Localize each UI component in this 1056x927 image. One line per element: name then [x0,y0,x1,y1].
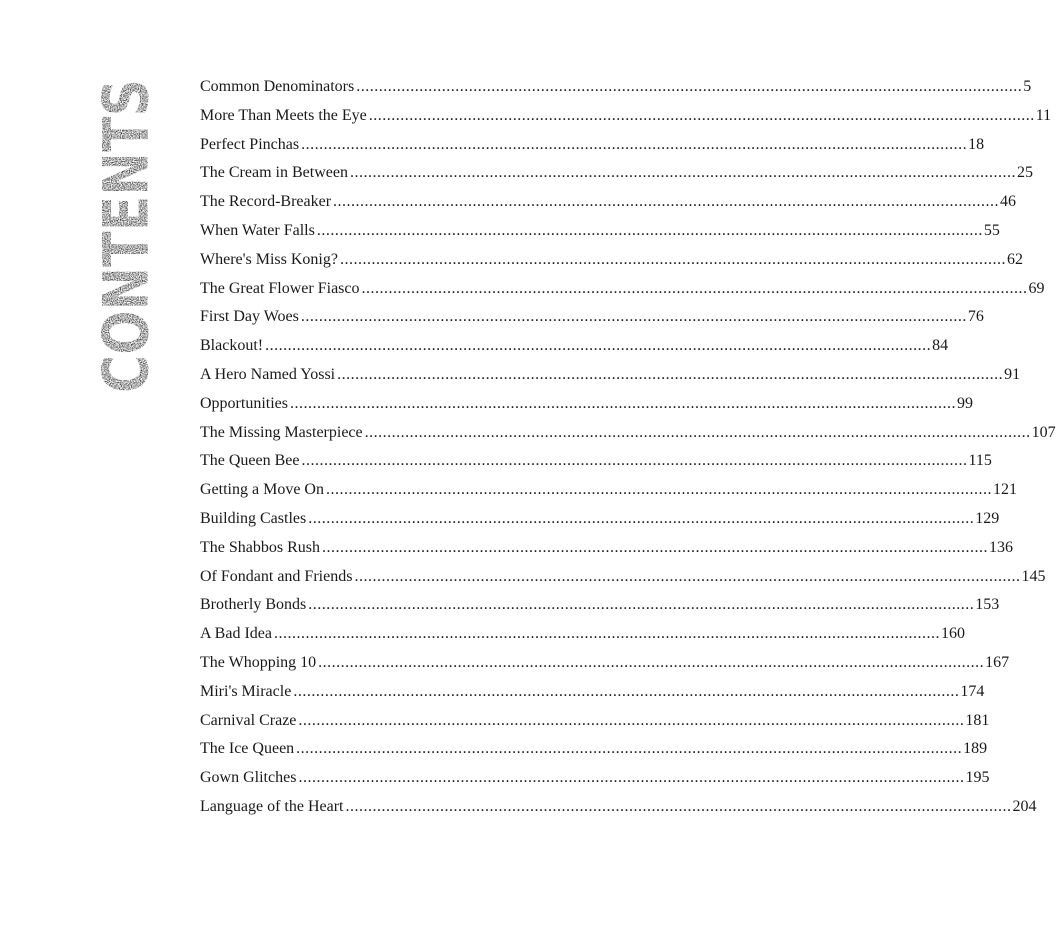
toc-entry [200,279,1045,308]
toc-entry [200,682,985,711]
contents-heading [89,19,163,394]
toc-dot-leader [318,653,984,673]
toc-dot-leader [298,711,964,731]
toc-entry-title: The Ice Queen [200,740,295,758]
toc-entry-page-number: 121 [992,481,1017,499]
toc-dot-leader [365,423,1031,443]
toc-entry-page-number: 25 [1016,164,1033,182]
toc-entry-title: Where's Miss Konig? [200,250,338,268]
toc-entry-title: Language of the Heart [200,797,344,815]
toc-entry [200,538,1013,567]
toc-entry [200,451,992,480]
toc-entry-page-number: 76 [967,308,984,326]
toc-entry [200,423,1056,452]
toc-dot-leader [362,279,1028,299]
toc-entry [200,365,1021,394]
toc-entry-title: Getting a Move On [200,481,324,499]
toc-entry-page-number: 189 [963,740,988,758]
toc-entry [200,739,988,768]
toc-dot-leader [296,739,962,759]
toc-entry [200,135,985,164]
toc-entry-title: The Cream in Between [200,164,348,182]
toc-entry-page-number: 115 [968,452,992,470]
toc-dot-leader [337,365,1003,385]
toc-entry [200,163,1033,192]
toc-entry-title: Blackout! [200,337,264,355]
toc-entry-page-number: 204 [1012,797,1037,815]
toc-entry-page-number: 5 [1023,78,1032,95]
toc-entry-page-number: 46 [1000,193,1017,211]
toc-dot-leader [354,567,1020,587]
toc-dot-leader [356,77,1022,97]
toc-dot-leader [317,221,983,241]
toc-entry-page-number: 107 [1031,423,1056,441]
toc-entry-title: The Great Flower Fiasco [200,279,360,297]
toc-entry-title: Carnival Craze [200,711,297,729]
toc-dot-leader [308,509,974,529]
toc-entry-page-number: 84 [932,337,949,355]
toc-entry [200,106,1052,135]
toc-entry-page-number: 91 [1004,365,1021,383]
toc-entry-page-number: 153 [975,596,1000,614]
toc-entry [200,250,1023,279]
toc-dot-leader [290,394,956,414]
toc-dot-leader [301,307,967,327]
toc-entry [200,77,1032,106]
toc-dot-leader [326,480,992,500]
toc-entry-page-number: 136 [989,538,1013,556]
toc-dot-leader [322,538,988,558]
toc-entry-page-number: 55 [983,221,1000,239]
toc-dot-leader [308,595,974,615]
toc-entry [200,394,973,423]
toc-entry-title: A Hero Named Yossi [200,365,336,383]
toc-dot-leader [274,624,940,644]
contents-heading-graphic [89,19,163,394]
toc-dot-leader [333,192,999,212]
toc-entry [200,221,1000,250]
toc-entry-page-number: 18 [968,135,985,153]
toc-entry-page-number: 11 [1035,106,1052,124]
toc-entry-page-number: 160 [940,625,965,643]
toc-entry-page-number: 195 [965,769,990,787]
toc-entry-title: Of Fondant and Friends [200,567,353,585]
toc-entry [200,653,1010,682]
toc-entry-title: When Water Falls [200,221,315,239]
toc-entry-title: The Whopping 10 [200,653,317,671]
toc-dot-leader [265,336,931,356]
toc-entry-title: A Bad Idea [200,625,272,643]
table-of-contents [200,77,1056,826]
toc-entry-title: First Day Woes [200,308,299,326]
toc-entry-title: Opportunities [200,394,288,412]
toc-entry-title: The Shabbos Rush [200,538,320,556]
toc-entry-page-number: 174 [960,682,985,700]
toc-entry [200,768,990,797]
toc-entry-page-number: 167 [985,653,1010,671]
toc-entry [200,509,1000,538]
toc-entry-title: The Queen Bee [200,452,300,470]
toc-entry-title: Building Castles [200,509,307,527]
toc-entry [200,192,1017,221]
toc-entry-title: The Record-Breaker [200,193,332,211]
toc-entry-page-number: 181 [965,711,990,729]
toc-entry [200,797,1037,826]
toc-dot-leader [369,106,1035,126]
toc-entry [200,307,984,336]
toc-dot-leader [302,451,968,471]
toc-entry [200,336,949,365]
contents-heading-text: CONTENTS [89,19,163,393]
toc-entry-page-number: 62 [1006,250,1023,268]
toc-entry-page-number: 69 [1028,279,1045,297]
toc-dot-leader [293,682,959,702]
toc-entry-page-number: 145 [1021,567,1046,585]
toc-entry [200,567,1046,596]
toc-entry-title: Common Denominators [200,78,355,95]
toc-entry-title: Miri's Miracle [200,682,292,700]
toc-entry [200,595,1000,624]
toc-dot-leader [301,135,967,155]
toc-dot-leader [340,250,1006,270]
toc-entry [200,624,965,653]
toc-entry-title: Gown Glitches [200,769,297,787]
toc-entry-title: The Missing Masterpiece [200,423,363,441]
toc-entry-title: Perfect Pinchas [200,135,300,153]
toc-dot-leader [298,768,964,788]
toc-dot-leader [350,163,1016,183]
toc-entry-page-number: 99 [957,394,973,412]
toc-entry-title: Brotherly Bonds [200,596,307,614]
toc-entry-title: More Than Meets the Eye [200,106,367,124]
toc-entry [200,711,990,740]
toc-entry [200,480,1017,509]
toc-entry-page-number: 129 [975,509,1000,527]
toc-dot-leader [345,797,1011,817]
